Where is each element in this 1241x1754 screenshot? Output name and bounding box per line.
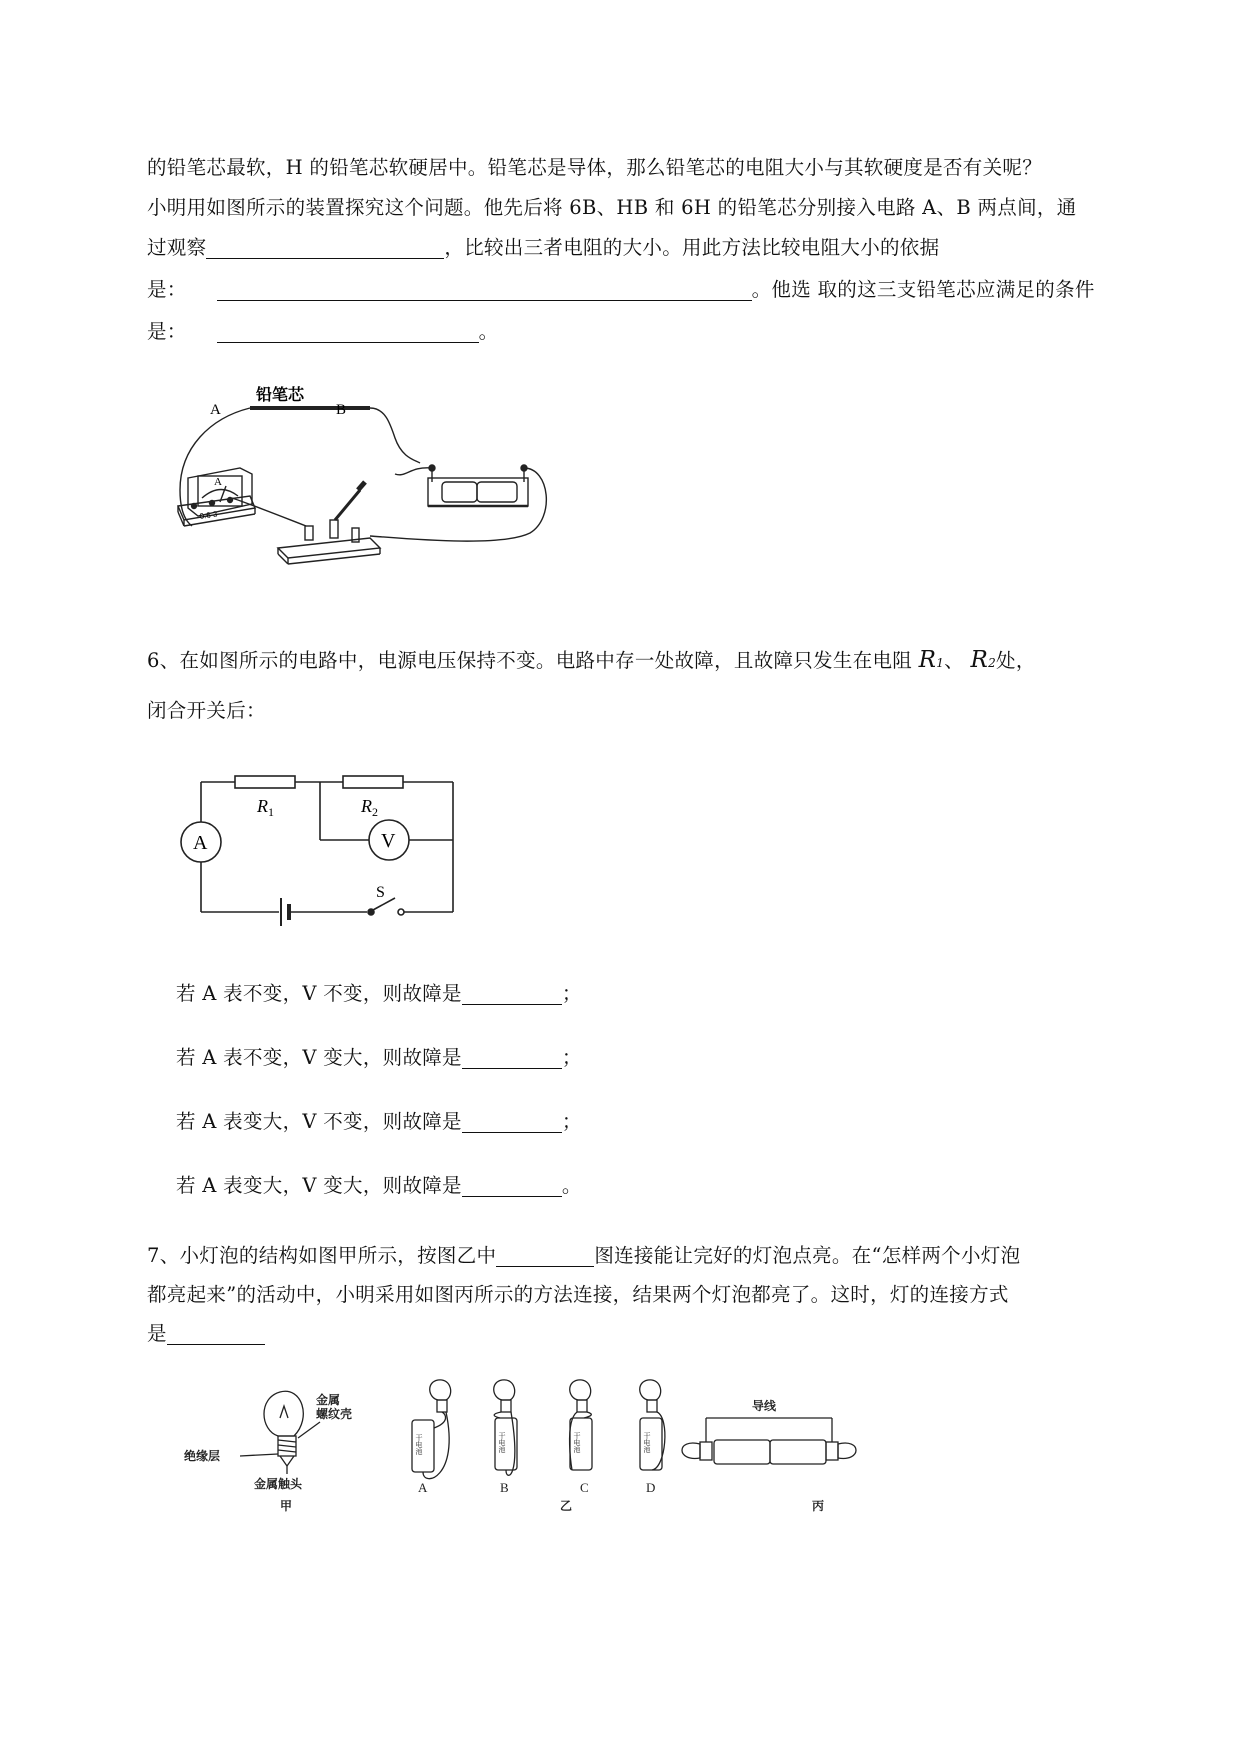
q6-r1 <box>919 647 945 673</box>
label-jia: 甲 <box>280 1499 293 1513</box>
q6-r2-letter: R <box>970 647 989 673</box>
resistor-r1 <box>235 776 295 788</box>
bulb-option-b <box>494 1380 517 1475</box>
q6-case-2-end: ； <box>561 1046 582 1069</box>
q5-blank-condition[interactable] <box>217 318 479 343</box>
q6-separator: 、 <box>944 649 964 672</box>
q5-line-5 <box>147 313 498 351</box>
q5-circuit-figure <box>170 378 570 578</box>
battery-b-text: 干电池 <box>498 1432 506 1453</box>
bulb-option-a <box>412 1380 451 1479</box>
label-b: B <box>336 402 347 418</box>
label-metal-contact: 金属触头 <box>254 1477 303 1491</box>
bulb-option-d <box>640 1380 665 1470</box>
q6-r1-sub: 1 <box>936 656 945 670</box>
q6-case-1-end: ； <box>561 982 582 1005</box>
q7-blank-figure[interactable] <box>496 1242 594 1267</box>
bulb-option-c <box>570 1380 592 1470</box>
bulb-structure-jia <box>240 1391 320 1474</box>
q6-case-4-end: 。 <box>561 1174 582 1197</box>
q5-line-4-end: 。他选 取的这三支铅笔芯应满足的条件 <box>751 278 1095 301</box>
q6-case-2-text: 若 A 表不变，V 变大，则故障是 <box>176 1046 462 1069</box>
q7-line-3-start: 是 <box>147 1322 167 1345</box>
option-b-label: B <box>500 1480 509 1495</box>
ammeter-scale: 0.6 3 <box>199 509 218 521</box>
battery-d-text: 干电池 <box>643 1432 651 1453</box>
q6-case-4-text: 若 A 表变大，V 变大，则故障是 <box>176 1174 462 1197</box>
q6-circuit-figure <box>175 770 475 930</box>
fig-r1-label: $R_1$ <box>257 796 274 819</box>
fig-switch-label: S <box>376 884 385 901</box>
fig-voltmeter-letter: V <box>381 830 396 852</box>
q7-line-1-start: 7、小灯泡的结构如图甲所示，按图乙中 <box>147 1244 497 1267</box>
q6-case-3 <box>176 1103 582 1141</box>
q6-line-1-start: 6、在如图所示的电路中，电源电压保持不变。电路中存一处故障，且故障只发生在电阻 <box>147 649 913 672</box>
q6-r1-letter: R <box>918 647 937 673</box>
label-bing: 丙 <box>812 1499 825 1513</box>
resistor-r2 <box>343 776 403 788</box>
battery-a-text: 干电池 <box>415 1434 423 1455</box>
q6-line-2: 闭合开关后： <box>147 699 266 722</box>
q7-blank-connection[interactable] <box>167 1320 265 1345</box>
q6-case-2 <box>176 1039 582 1077</box>
label-a: A <box>210 402 221 418</box>
q6-r2-sub: 2 <box>988 656 997 670</box>
fig-ammeter-letter: A <box>193 832 208 854</box>
label-wire: 导线 <box>752 1399 777 1413</box>
q5-blank-basis[interactable] <box>217 276 752 301</box>
option-c-label: C <box>580 1480 589 1495</box>
q5-line-4-start: 是： <box>147 278 187 301</box>
q6-case-1-text: 若 A 表不变，V 不变，则故障是 <box>176 982 462 1005</box>
q7-bulb-figure <box>180 1378 910 1538</box>
q5-line-3 <box>147 229 939 267</box>
ammeter-letter: A <box>214 476 222 488</box>
label-insulation: 绝缘层 <box>184 1449 221 1463</box>
q6-case-4-blank[interactable] <box>462 1172 562 1197</box>
q6-case-1 <box>176 975 582 1013</box>
q7-line-1 <box>147 1237 1020 1275</box>
series-bulbs-bing <box>682 1418 856 1464</box>
q5-line-4 <box>147 271 1095 309</box>
label-yi: 乙 <box>560 1499 573 1513</box>
q7-line-3 <box>147 1315 265 1353</box>
q5-blank-observe[interactable] <box>206 234 444 259</box>
option-a-label: A <box>418 1480 428 1495</box>
q7-line-1-end: 图连接能让完好的灯泡点亮。在“怎样两个小灯泡 <box>594 1244 1021 1267</box>
q6-case-3-text: 若 A 表变大，V 不变，则故障是 <box>176 1110 462 1133</box>
q6-case-2-blank[interactable] <box>462 1044 562 1069</box>
q6-case-1-blank[interactable] <box>462 980 562 1005</box>
q7-line-2: 都亮起来”的活动中，小明采用如图丙所示的方法连接，结果两个灯泡都亮了。这时，灯的连接方式 <box>147 1283 1009 1306</box>
q6-case-3-blank[interactable] <box>462 1108 562 1133</box>
q5-line-5-start: 是： <box>147 320 187 343</box>
q6-line-1-end: 处， <box>996 649 1036 672</box>
q6-line-1 <box>147 641 1036 682</box>
q6-case-4 <box>176 1167 582 1205</box>
battery-c-text: 干电池 <box>573 1432 581 1453</box>
q5-line-3-start: 过观察 <box>147 236 207 259</box>
fig-r2-label: $R_2$ <box>361 796 378 819</box>
q6-r2 <box>970 647 996 673</box>
q5-line-5-end: 。 <box>478 320 499 343</box>
label-metal-shell: 金属螺纹壳 <box>316 1393 353 1421</box>
label-pencil-lead: 铅笔芯 <box>256 385 305 404</box>
option-d-label: D <box>646 1480 656 1495</box>
q6-case-3-end: ； <box>561 1110 582 1133</box>
q5-line-3-end: ，比较出三者电阻的大小。用此方法比较电阻大小的依据 <box>444 236 940 259</box>
q5-line-1: 的铅笔芯最软，H 的铅笔芯软硬居中。铅笔芯是导体，那么铅笔芯的电阻大小与其软硬度是否有关呢？ <box>147 156 1043 179</box>
q5-line-2: 小明用如图所示的装置探究这个问题。他先后将 6B、HB 和 6H 的铅笔芯分别接入电路 A、B 两点间，通 <box>147 196 1077 219</box>
